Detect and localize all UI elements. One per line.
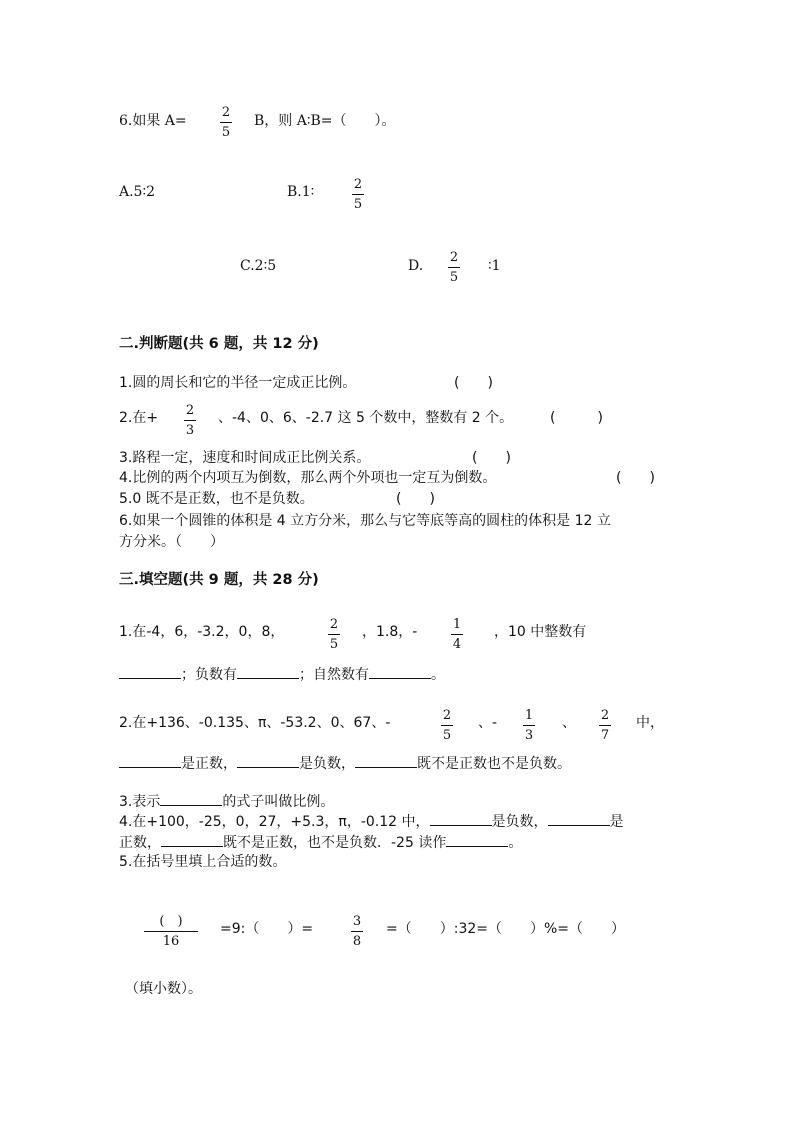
answer-blank[interactable] [355, 755, 417, 768]
answer-blank[interactable] [446, 834, 508, 847]
fraction-numerator: 1 [524, 708, 534, 723]
q6-option-b-fraction [352, 178, 364, 211]
fraction-denominator: 5 [221, 125, 231, 140]
tf-q6-line2: 方分米。（ ） [119, 534, 224, 550]
fraction-denominator: 8 [352, 934, 362, 949]
fraction-numerator: 2 [221, 105, 231, 120]
fraction-bar [351, 931, 363, 932]
fill-q3-text-a: 3.表示 [119, 794, 161, 810]
fraction-bar [523, 725, 535, 726]
fraction-numerator: 2 [442, 708, 452, 723]
fraction-denominator: 16 [162, 934, 180, 949]
fill-q2-text-g: 既不是正数也不是负数。 [417, 756, 571, 772]
tf-q4-text: 4.比例的两个内项互为倒数，那么两个外项也一定互为倒数。 [119, 470, 497, 486]
fill-q1-line2 [119, 666, 445, 682]
fill-q4-text-f: 。 [508, 835, 523, 851]
answer-blank[interactable] [119, 666, 181, 679]
fraction-bar [441, 725, 453, 726]
fraction-bar [184, 420, 196, 421]
answer-blank[interactable] [369, 666, 431, 679]
fraction-numerator[interactable]: ( ) [159, 914, 183, 929]
fill-q2-text-d: 中， [636, 715, 664, 731]
section2-title: 二.判断题(共 6 题，共 12 分) [119, 336, 319, 352]
tf-q2-fraction [184, 404, 196, 437]
section3-title: 三.填空题(共 9 题，共 28 分) [119, 572, 319, 588]
fraction-denominator: 5 [329, 637, 339, 652]
fill-q1-text-f: 。 [431, 667, 445, 683]
fill-q1-fraction-2 [451, 618, 463, 651]
fraction-bar [352, 194, 364, 195]
tf-q5-text: 5.0 既不是正数，也不是负数。 [119, 491, 314, 507]
q6-stem-b: B，则 A∶B=（ ）。 [254, 113, 396, 129]
fill-q5-text-a: =9:（ ）= [220, 921, 314, 937]
fraction-numerator: 2 [600, 708, 610, 723]
q6-option-d-fraction [448, 251, 460, 284]
fraction-bar [451, 634, 463, 635]
tf-q2-text-b: 、-4、0、6、-2.7 这 5 个数中，整数有 2 个。 [218, 410, 514, 426]
fill-q5-text: 5.在括号里填上合适的数。 [119, 854, 287, 870]
fill-q4-text-e: 既不是正数，也不是负数．-25 读作 [223, 835, 447, 851]
fill-q2-fraction-2 [523, 709, 535, 742]
tf-q6-line1: 6.如果一个圆锥的体积是 4 立方分米，那么与它等底等高的圆柱的体积是 12 立 [119, 513, 611, 529]
fill-q1-text-e: ；自然数有 [299, 667, 369, 683]
fill-q3-text-b: 的式子叫做比例。 [222, 794, 335, 810]
fill-q4-line1 [119, 813, 624, 829]
fill-q2-text-e: 是正数， [181, 756, 237, 772]
tf-q4-answer-paren[interactable]: ( ) [616, 470, 655, 486]
fraction-denominator: 3 [524, 728, 534, 743]
q6-option-b-prefix: B.1∶ [287, 184, 315, 200]
fraction-denominator: 7 [600, 728, 610, 743]
answer-blank[interactable] [237, 755, 299, 768]
answer-blank[interactable] [119, 755, 181, 768]
fill-q4-text-a: 4.在+100，-25，0，27，+5.3，π，-0.12 中， [119, 814, 430, 830]
fraction-numerator: 2 [353, 177, 363, 192]
tf-q2-answer-paren[interactable]: ( ) [550, 410, 603, 426]
q6-fraction [220, 106, 232, 139]
q6-option-a: A.5∶2 [119, 184, 156, 200]
fraction-denominator: 3 [185, 423, 195, 438]
fill-q4-line2 [119, 834, 522, 850]
fill-q2-text-c: 、 [562, 715, 576, 731]
answer-blank[interactable] [548, 813, 610, 826]
fill-q5-note: （填小数）。 [125, 981, 202, 997]
fill-q4-text-c: 是 [609, 814, 624, 830]
fraction-numerator: 3 [352, 914, 362, 929]
answer-blank[interactable] [160, 793, 222, 806]
fill-q4-text-b: 是负数， [491, 814, 548, 830]
tf-q5-answer-paren[interactable]: ( ) [396, 491, 435, 507]
fraction-numerator: 1 [452, 617, 462, 632]
fill-q1-text-c: ，10 中整数有 [494, 624, 587, 640]
fraction-bar [144, 931, 198, 932]
fill-q1-text-d: ；负数有 [181, 667, 237, 683]
fill-q2-fraction-1 [441, 709, 453, 742]
fraction-denominator: 5 [353, 197, 363, 212]
fill-q2-line2 [119, 755, 571, 771]
fraction-denominator: 5 [442, 728, 452, 743]
fraction-denominator: 5 [449, 270, 459, 285]
fill-q5-text-b: =（ ）:32=（ ）%=（ ） [386, 921, 626, 937]
fraction-numerator: 2 [185, 403, 195, 418]
fill-q1-text-a: 1.在-4，6，-3.2，0，8， [119, 624, 285, 640]
fill-q1-text-b: ，1.8，- [362, 624, 418, 640]
answer-blank[interactable] [237, 666, 299, 679]
fraction-bar [448, 267, 460, 268]
fill-q4-text-d: 正数， [119, 835, 161, 851]
answer-blank[interactable] [161, 834, 223, 847]
fraction-numerator: 2 [449, 250, 459, 265]
fill-q2-fraction-3 [599, 709, 611, 742]
tf-q1-text: 1.圆的周长和它的半径一定成正比例。 [119, 375, 357, 391]
fraction-bar [220, 122, 232, 123]
fill-q2-text-a: 2.在+136、-0.135、π、-53.2、0、67、- [119, 715, 391, 731]
fraction-bar [599, 725, 611, 726]
tf-q2-text-a: 2.在+ [119, 410, 159, 426]
tf-q3-answer-paren[interactable]: ( ) [472, 450, 511, 466]
fill-q1-fraction-1 [328, 618, 340, 651]
fraction-bar [328, 634, 340, 635]
fill-q3 [119, 793, 334, 809]
tf-q1-answer-paren[interactable]: ( ) [454, 375, 493, 391]
q6-option-d-prefix: D. [408, 258, 424, 274]
fill-q2-text-f: 是负数， [299, 756, 355, 772]
q6-option-d-suffix: ∶1 [488, 258, 501, 274]
fill-q5-fraction [351, 915, 363, 948]
q6-stem-a: 6.如果 A= [119, 113, 187, 129]
fraction-numerator: 2 [329, 617, 339, 632]
answer-blank[interactable] [430, 813, 492, 826]
q6-option-c: C.2∶5 [240, 258, 277, 274]
fill-q5-fraction-blank [144, 915, 198, 948]
fill-q2-text-b: 、- [478, 715, 498, 731]
fraction-denominator: 4 [452, 637, 462, 652]
tf-q3-text: 3.路程一定，速度和时间成正比例关系。 [119, 450, 371, 466]
